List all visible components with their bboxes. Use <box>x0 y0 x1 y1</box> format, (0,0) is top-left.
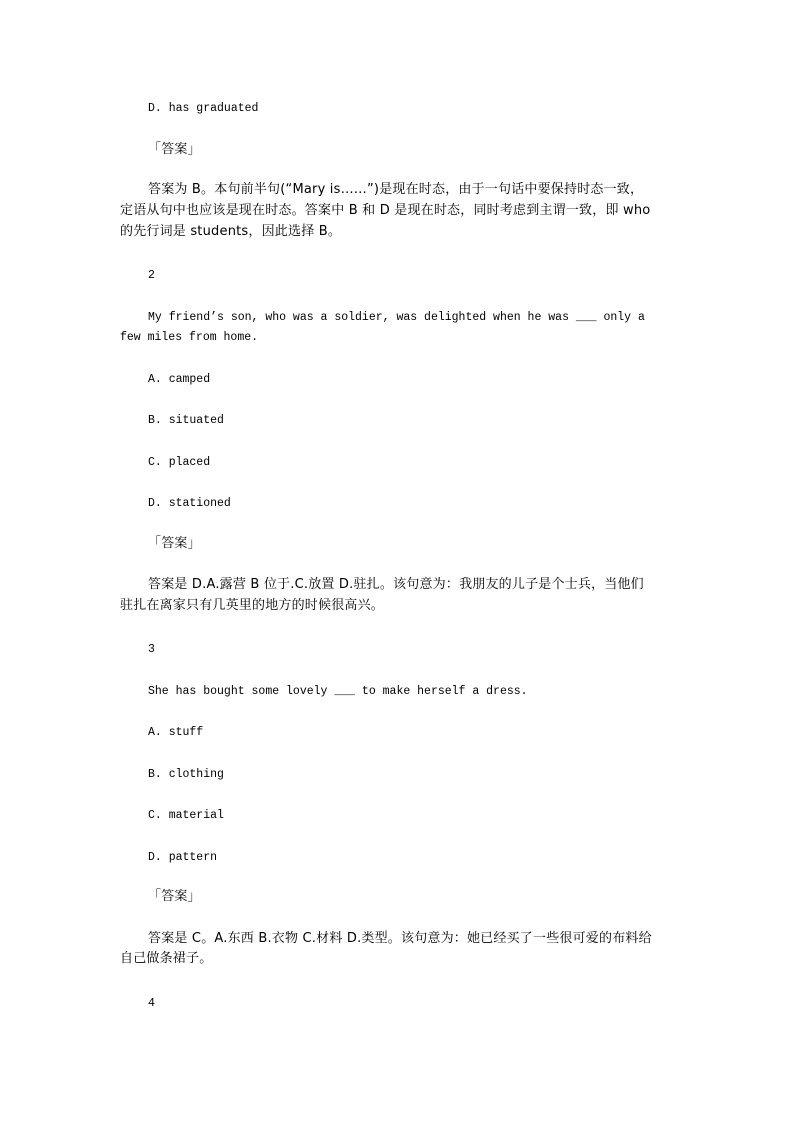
q1-answer-line-1: 答案为 B。本句前半句(“Mary is……”)是现在时态，由于一句话中要保持时态一致， <box>148 182 644 197</box>
q3-option-a: A. stuff <box>148 726 204 739</box>
q1-answer-line-2: 定语从句中也应该是现在时态。答案中 B 和 D 是现在时态，同时考虑到主谓一致，即 who <box>120 203 651 218</box>
q1-answer-line-3: 的先行词是 students，因此选择 B。 <box>120 224 342 239</box>
q2-answer-heading: 「答案」 <box>148 536 201 551</box>
q4-number: 4 <box>148 997 155 1010</box>
q2-answer-line-2: 驻扎在离家只有几英里的地方的时候很高兴。 <box>120 598 385 613</box>
q3-answer-line-2: 自己做条裙子。 <box>120 951 213 966</box>
q1-answer-heading: 「答案」 <box>148 142 201 157</box>
q3-number: 3 <box>148 643 155 656</box>
q2-option-c: C. placed <box>148 456 211 469</box>
q2-option-d: D. stationed <box>148 497 231 510</box>
q3-answer-heading: 「答案」 <box>148 889 201 904</box>
q3-option-d: D. pattern <box>148 851 218 864</box>
q3-question-line-1: She has bought some lovely ___ to make herself a dress. <box>148 685 528 698</box>
q3-answer-line-1: 答案是 C。A.东西 B.衣物 C.材料 D.类型。该句意为：她已经买了一些很可爱的布料给 <box>148 931 652 946</box>
q2-option-b: B. situated <box>148 414 224 427</box>
q3-option-c: C. material <box>148 809 224 822</box>
q1-option-d: D. has graduated <box>148 102 259 115</box>
q2-number: 2 <box>148 269 155 282</box>
q3-option-b: B. clothing <box>148 768 224 781</box>
q2-option-a: A. camped <box>148 373 211 386</box>
q2-question-line-2: few miles from home. <box>120 331 259 344</box>
q2-answer-line-1: 答案是 D.A.露营 B 位于.C.放置 D.驻扎。该句意为：我朋友的儿子是个士兵，当他们 <box>148 577 644 592</box>
q2-question-line-1: My friend’s son, who was a soldier, was delighted when he was ___ only a <box>148 311 645 324</box>
